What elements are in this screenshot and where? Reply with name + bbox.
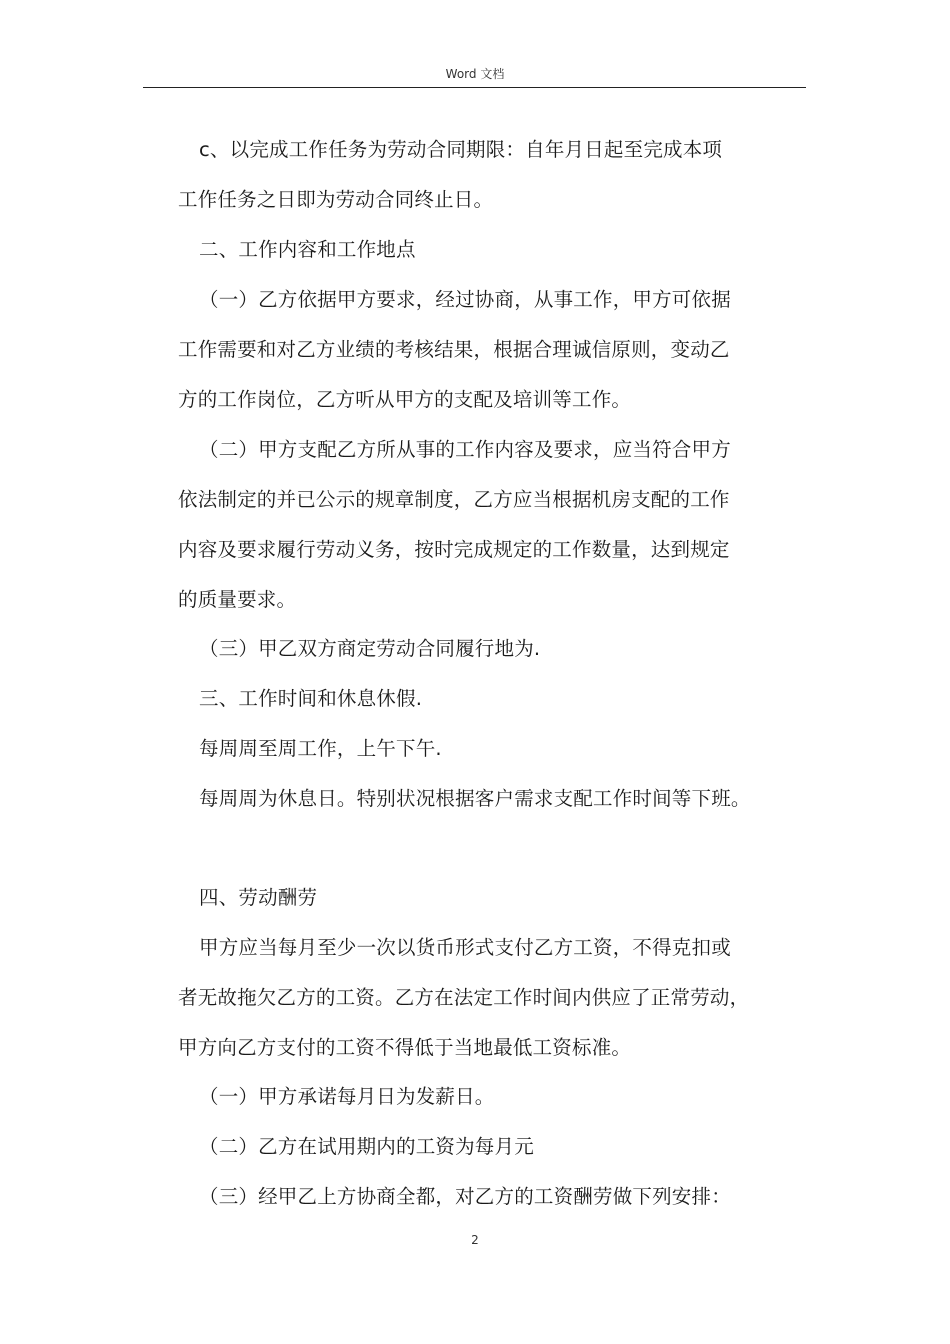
paragraph-line: 方的工作岗位，乙方听从甲方的支配及培训等工作。 (178, 388, 632, 411)
paragraph-line: 每周周至周工作，上午下午. (199, 737, 442, 760)
paragraph-line: 甲方应当每月至少一次以货币形式支付乙方工资，不得克扣或 (199, 936, 731, 959)
paragraph-line: 的质量要求。 (178, 588, 297, 611)
paragraph-line: 依法制定的并已公示的规章制度，乙方应当根据机房支配的工作 (178, 488, 730, 511)
paragraph-line: 者无故拖欠乙方的工资。乙方在法定工作时间内供应了正常劳动， (178, 986, 750, 1009)
paragraph-line: （二）乙方在试用期内的工资为每月元 (199, 1135, 534, 1158)
paragraph-line: c、以完成工作任务为劳动合同期限：自年月日起至完成本项 (199, 138, 723, 161)
paragraph-line: 每周周为休息日。特别状况根据客户需求支配工作时间等下班。 (199, 787, 751, 810)
section-heading: 四、劳动酬劳 (199, 886, 318, 909)
paragraph-line: 工作任务之日即为劳动合同终止日。 (178, 188, 494, 211)
paragraph-line: （二）甲方支配乙方所从事的工作内容及要求，应当符合甲方 (199, 438, 731, 461)
header-divider (143, 87, 806, 88)
paragraph-line: （三）经甲乙上方协商全都，对乙方的工资酬劳做下列安排： (199, 1185, 731, 1208)
paragraph-line: 内容及要求履行劳动义务，按时完成规定的工作数量，达到规定 (178, 538, 730, 561)
section-heading: 二、工作内容和工作地点 (199, 238, 416, 261)
section-heading: 三、工作时间和休息休假. (199, 687, 423, 710)
page-number: 2 (471, 1233, 479, 1247)
page-header: Word 文档 (445, 67, 505, 81)
paragraph-line: （三）甲乙双方商定劳动合同履行地为. (199, 637, 541, 660)
paragraph-line: （一）乙方依据甲方要求，经过协商，从事工作，甲方可依据 (199, 288, 731, 311)
paragraph-line: 工作需要和对乙方业绩的考核结果，根据合理诚信原则，变动乙 (178, 338, 730, 361)
paragraph-line: （一）甲方承诺每月日为发薪日。 (199, 1085, 495, 1108)
paragraph-line: 甲方向乙方支付的工资不得低于当地最低工资标准。 (178, 1036, 632, 1059)
